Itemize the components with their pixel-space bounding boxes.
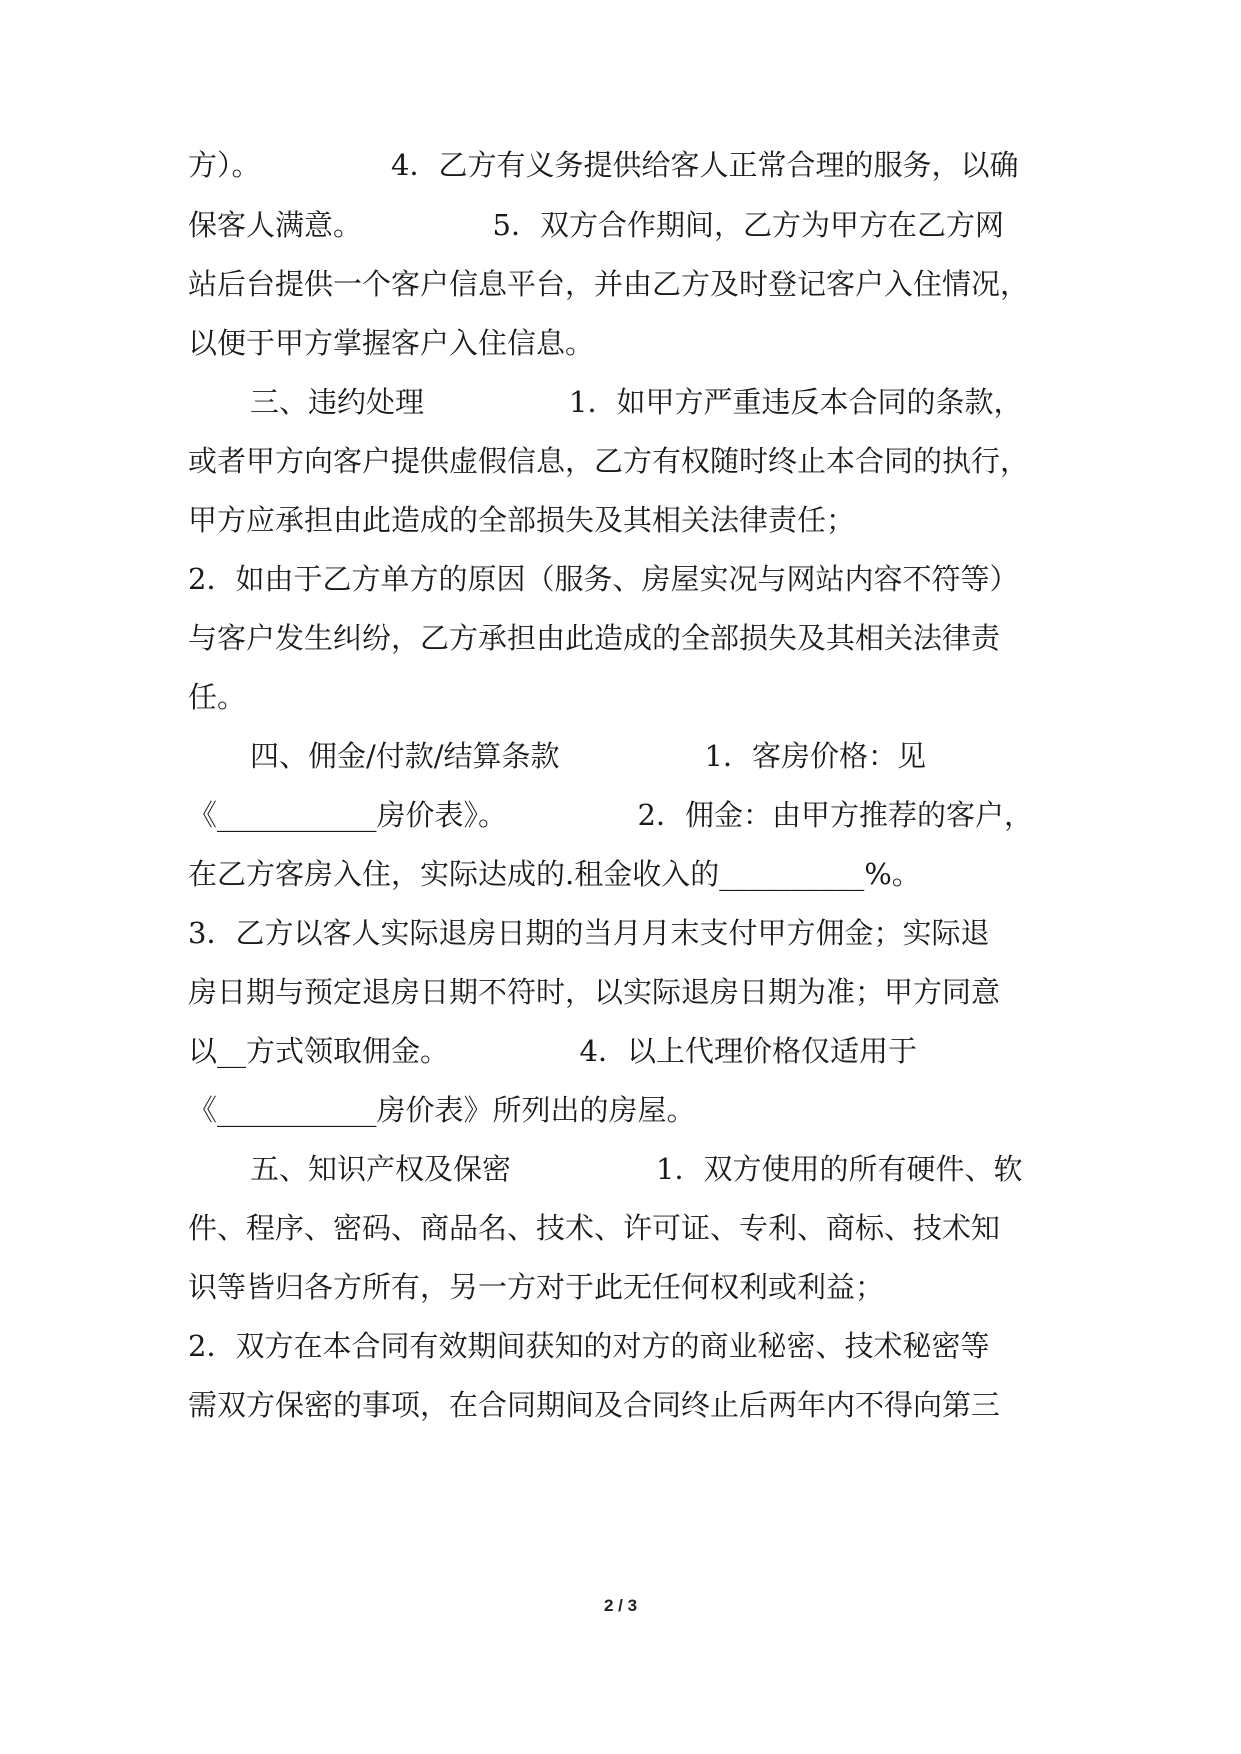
text-line-20: 识等皆归各方所有，另一方对于此无任何权利或利益； [188,1270,885,1304]
text-line-22: 需双方保密的事项，在合同期间及合同终止后两年内不得向第三 [188,1388,1001,1422]
text-line-3: 站后台提供一个客户信息平台，并由乙方及时登记客户入住情况， [188,267,1030,301]
text-line-10: 任。 [188,680,247,714]
text-line-14: 3．乙方以客人实际退房日期的当月月末支付甲方佣金；实际退 [188,916,990,950]
section-heading-commission: 四、佣金/付款/结算条款 1．客房价格：见 [250,739,926,773]
section-heading-breach: 三、违约处理 1．如甲方严重违反本合同的条款， [250,385,1023,419]
text-line-1: 方）。 4．乙方有义务提供给客人正常合理的服务，以确 [188,148,1019,182]
text-line-16: 以__方式领取佣金。 4．以上代理价格仅适用于 [188,1034,917,1068]
text-line-9: 与客户发生纠纷，乙方承担由此造成的全部损失及其相关法律责 [188,621,1001,655]
text-line-17: 《___________房价表》所列出的房屋。 [188,1093,696,1127]
page-number: 2 / 3 [603,1596,638,1615]
text-line-8: 2．如由于乙方单方的原因（服务、房屋实况与网站内容不符等） [188,562,1019,596]
text-line-12: 《___________房价表》。 2．佣金：由甲方推荐的客户， [188,798,1033,832]
section-heading-ip: 五、知识产权及保密 1．双方使用的所有硬件、软 [250,1152,1023,1186]
text-line-19: 件、程序、密码、商品名、技术、许可证、专利、商标、技术知 [188,1211,1001,1245]
text-line-21: 2．双方在本合同有效期间获知的对方的商业秘密、技术秘密等 [188,1329,990,1363]
text-line-2: 保客人满意。 5．双方合作期间，乙方为甲方在乙方网 [188,208,1004,242]
text-line-13: 在乙方客房入住，实际达成的.租金收入的__________%。 [188,857,921,891]
text-line-6: 或者甲方向客户提供虚假信息，乙方有权随时终止本合同的执行， [188,444,1030,478]
text-line-15: 房日期与预定退房日期不符时，以实际退房日期为准；甲方同意 [188,975,1001,1009]
text-line-4: 以便于甲方掌握客户入住信息。 [188,326,595,360]
text-line-7: 甲方应承担由此造成的全部损失及其相关法律责任； [188,503,856,537]
